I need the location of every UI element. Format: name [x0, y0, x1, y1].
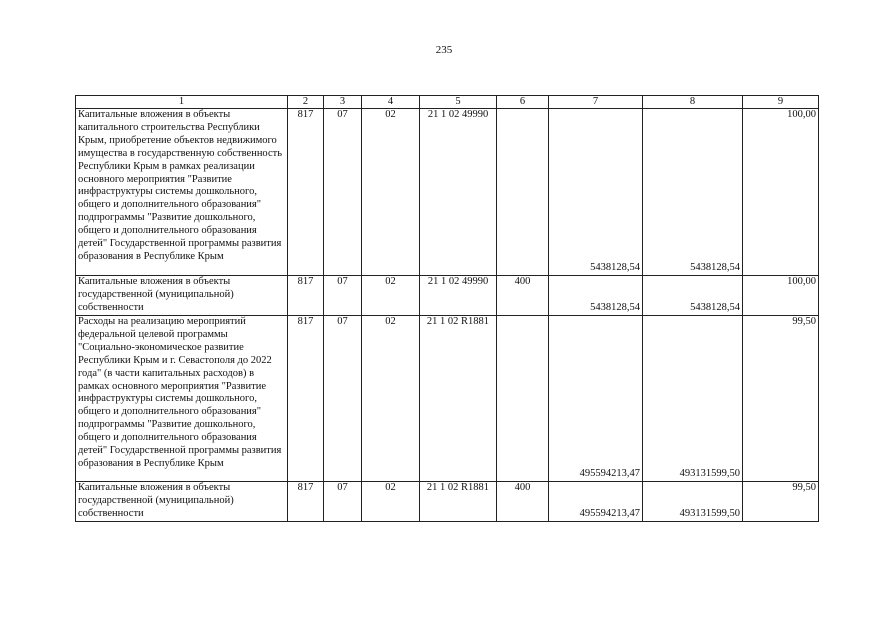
column-header: 6	[497, 96, 549, 109]
planned-amount-cell: 5438128,54	[549, 276, 643, 316]
column-header: 1	[76, 96, 288, 109]
subsection-code-cell: 02	[362, 316, 420, 482]
budget-table	[75, 95, 819, 522]
target-article-cell: 21 1 02 49990	[420, 109, 497, 276]
target-article-cell: 21 1 02 R1881	[420, 482, 497, 522]
expense-type-cell: 400	[497, 276, 549, 316]
column-header: 4	[362, 96, 420, 109]
section-code-cell: 07	[324, 276, 362, 316]
target-article-cell: 21 1 02 R1881	[420, 316, 497, 482]
ministry-code-cell: 817	[288, 276, 324, 316]
subsection-code-cell: 02	[362, 482, 420, 522]
table-row	[76, 316, 819, 482]
expense-type-cell	[497, 109, 549, 276]
executed-amount-cell: 5438128,54	[643, 109, 743, 276]
planned-amount-cell: 495594213,47	[549, 316, 643, 482]
subsection-code-cell: 02	[362, 109, 420, 276]
column-header: 9	[743, 96, 819, 109]
column-header: 8	[643, 96, 743, 109]
percent-cell: 100,00	[743, 276, 819, 316]
column-header: 7	[549, 96, 643, 109]
expense-name-cell: Капитальные вложения в объекты государственной (муниципальной) собственности	[76, 276, 288, 316]
table-row	[76, 482, 819, 522]
executed-amount-cell: 493131599,50	[643, 316, 743, 482]
expense-type-cell	[497, 316, 549, 482]
section-code-cell: 07	[324, 482, 362, 522]
ministry-code-cell: 817	[288, 316, 324, 482]
expense-name-cell: Капитальные вложения в объекты государственной (муниципальной) собственности	[76, 482, 288, 522]
percent-cell: 99,50	[743, 482, 819, 522]
expense-name-cell: Капитальные вложения в объекты капитального строительства Республики Крым, приобретение объектов недвижимого имущества в государственную собственность Республики Крым в рамках реализации основного мероприятия "Развитие инфраструктуры системы дошкольного, общего и дополнительного образования" подпрограммы "Развитие дошкольного, общего и дополнительного образования детей" Государственной программы развития образования в Республике Крым	[76, 109, 288, 276]
target-article-cell: 21 1 02 49990	[420, 276, 497, 316]
percent-cell: 99,50	[743, 316, 819, 482]
subsection-code-cell: 02	[362, 276, 420, 316]
section-code-cell: 07	[324, 316, 362, 482]
executed-amount-cell: 493131599,50	[643, 482, 743, 522]
page-number: 235	[435, 44, 453, 56]
column-header: 3	[324, 96, 362, 109]
table-row	[76, 276, 819, 316]
expense-type-cell: 400	[497, 482, 549, 522]
ministry-code-cell: 817	[288, 109, 324, 276]
column-header: 5	[420, 96, 497, 109]
column-header: 2	[288, 96, 324, 109]
planned-amount-cell: 495594213,47	[549, 482, 643, 522]
column-number-header-row	[76, 96, 819, 109]
section-code-cell: 07	[324, 109, 362, 276]
table-row	[76, 109, 819, 276]
executed-amount-cell: 5438128,54	[643, 276, 743, 316]
expense-name-cell: Расходы на реализацию мероприятий федеральной целевой программы "Социально-экономическое развитие Республики Крым и г. Севастополя до 2022 года" (в части капитальных расходов) в рамках основного мероприятия "Развитие инфраструктуры системы дошкольного, общего и дополнительного образования" подпрограммы "Развитие дошкольного, общего и дополнительного образования детей" Государственной программы развития образования в Республике Крым	[76, 316, 288, 482]
percent-cell: 100,00	[743, 109, 819, 276]
planned-amount-cell: 5438128,54	[549, 109, 643, 276]
ministry-code-cell: 817	[288, 482, 324, 522]
